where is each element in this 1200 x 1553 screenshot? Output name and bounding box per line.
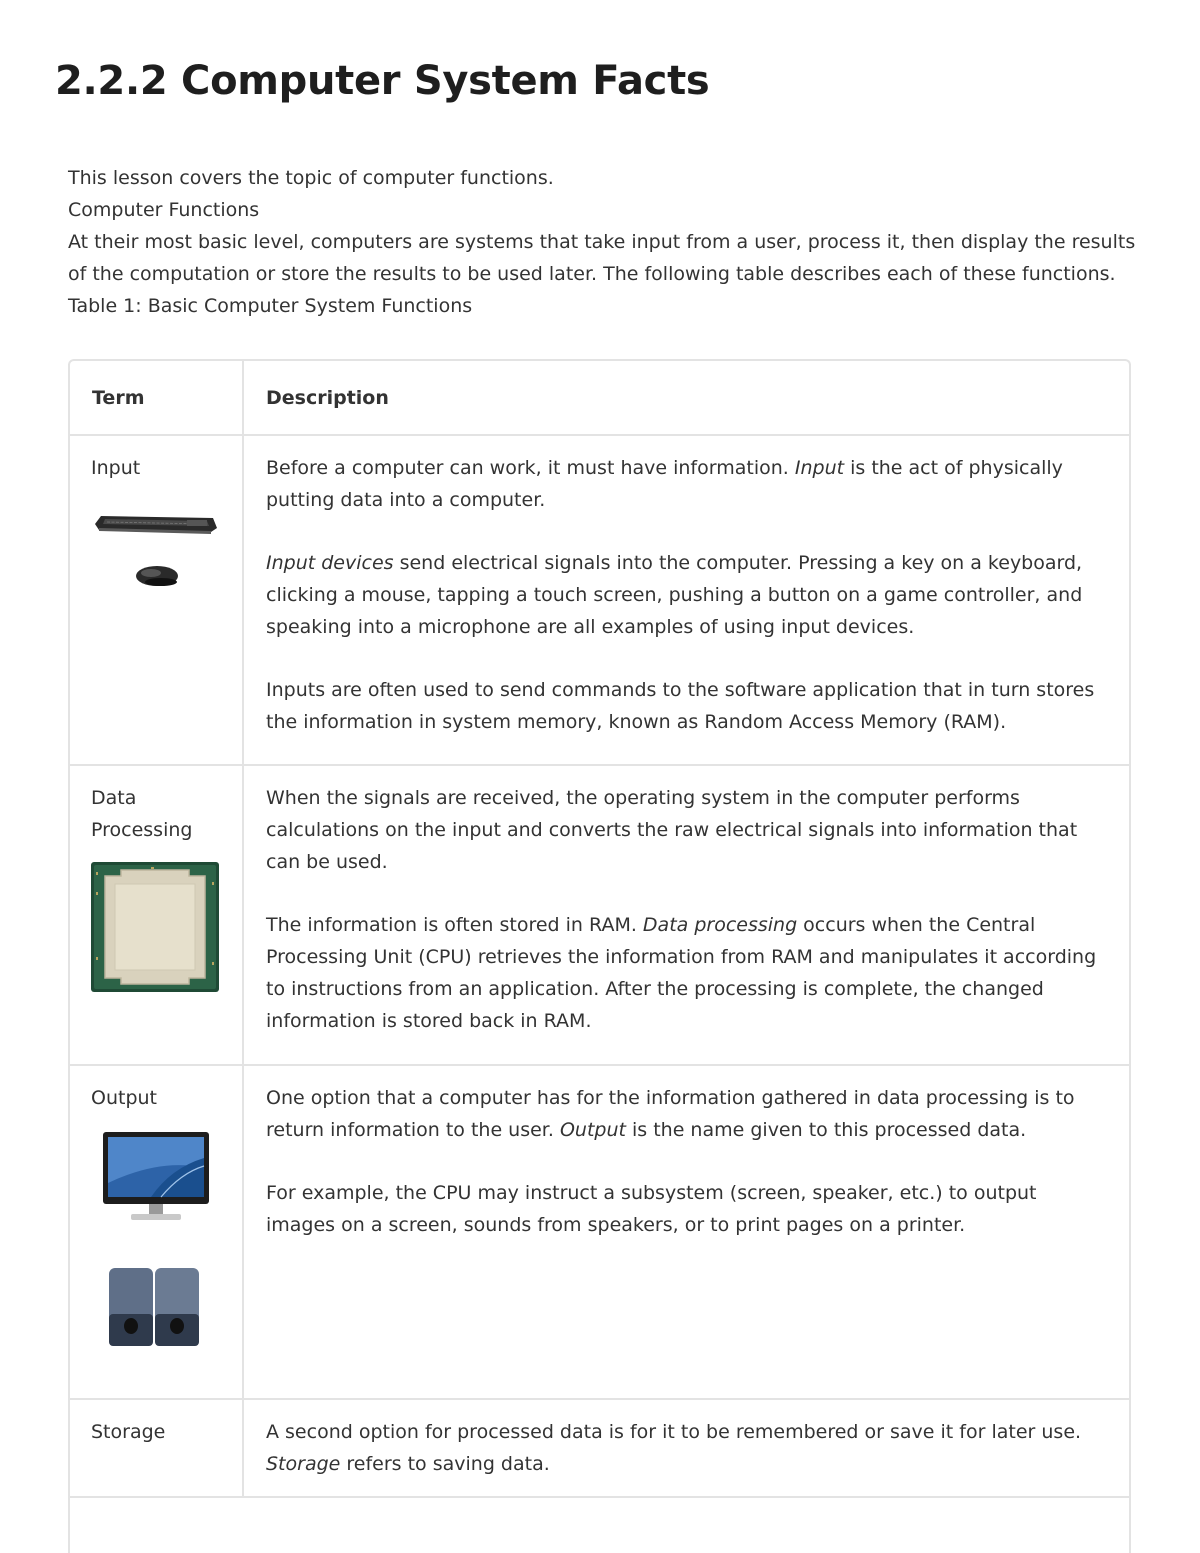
term-cell xyxy=(70,765,243,1065)
speakers-icon xyxy=(91,1264,221,1348)
monitor-icon xyxy=(91,1128,221,1228)
description-paragraph: When the signals are received, the operating system in the computer performs calculations on the input and converts the raw electrical signals into information that can be used. xyxy=(266,787,1078,873)
description-paragraph xyxy=(266,452,1107,516)
table-row xyxy=(70,1399,1129,1497)
emphasis-term: Input xyxy=(794,457,845,479)
section-text: At their most basic level, computers are systems that take input from a user, process it, then display the results of the computation or store the results to be used later. The following table describes each of these functions. xyxy=(68,231,1136,285)
term-label: Data Processing xyxy=(91,787,193,841)
description-paragraph xyxy=(266,1416,1107,1480)
term-cell xyxy=(70,435,243,765)
description-cell xyxy=(243,435,1129,765)
functions-table xyxy=(68,359,1131,1553)
term-cell xyxy=(70,1399,243,1497)
text-run: send electrical signals into the computer. Pressing a key on a keyboard, clicking a mouse, tapping a touch screen, pushing a button on a game controller, and speaking into a microphone are all examples of using input devices. xyxy=(266,552,1083,638)
cpu-icon xyxy=(91,862,219,992)
header-description: Description xyxy=(243,361,1129,435)
description-cell xyxy=(243,765,1129,1065)
page-title: 2.2.2 Computer System Facts xyxy=(55,58,710,104)
term-label: Input xyxy=(91,457,141,479)
table-row xyxy=(70,1065,1129,1399)
text-run: is the name given to this processed data. xyxy=(625,1119,1027,1141)
table-row xyxy=(70,765,1129,1065)
text-run: Before a computer can work, it must have information. xyxy=(266,457,795,479)
emphasis-term: Input devices xyxy=(266,552,394,574)
term-label: Output xyxy=(91,1087,157,1109)
term-cell xyxy=(70,1065,243,1399)
description-paragraph xyxy=(266,1082,1107,1146)
emphasis-term: Storage xyxy=(266,1453,341,1475)
table-caption: Table 1: Basic Computer System Functions xyxy=(68,295,473,317)
keyboard-icon xyxy=(91,502,221,542)
table-header-row xyxy=(70,361,1129,435)
text-run: refers to saving data. xyxy=(340,1453,550,1475)
description-paragraph xyxy=(266,909,1107,1037)
description-cell xyxy=(243,1399,1129,1497)
description-paragraph: Inputs are often used to send commands to the software application that in turn stores the information in system memory, known as Random Access Memory (RAM). xyxy=(266,679,1095,733)
header-term: Term xyxy=(70,361,243,435)
table-row xyxy=(70,435,1129,765)
text-run: is the act of physically putting data into a computer. xyxy=(266,457,1063,511)
section-heading: Computer Functions xyxy=(68,199,260,221)
lesson-intro: This lesson covers the topic of computer functions. xyxy=(68,167,554,189)
mouse-icon xyxy=(91,554,221,594)
text-run: The information is often stored in RAM. xyxy=(266,914,643,936)
emphasis-term: Output xyxy=(559,1119,626,1141)
description-cell xyxy=(243,1065,1129,1399)
description-paragraph: For example, the CPU may instruct a subsystem (screen, speaker, etc.) to output images on a screen, sounds from speakers, or to print pages on a printer. xyxy=(266,1182,1037,1236)
text-run: A second option for processed data is for it to be remembered or save it for later use. xyxy=(266,1421,1082,1443)
emphasis-term: Data processing xyxy=(642,914,798,936)
text-run: occurs when the Central Processing Unit (CPU) retrieves the information from RAM and manipulates it according to instructions from an application. After the processing is complete, the changed information is stored back in RAM. xyxy=(266,914,1097,1032)
intro-text xyxy=(68,162,1138,322)
term-label: Storage xyxy=(91,1421,166,1443)
text-run: One option that a computer has for the information gathered in data processing is to return information to the user. xyxy=(266,1087,1075,1141)
description-paragraph xyxy=(266,547,1107,643)
